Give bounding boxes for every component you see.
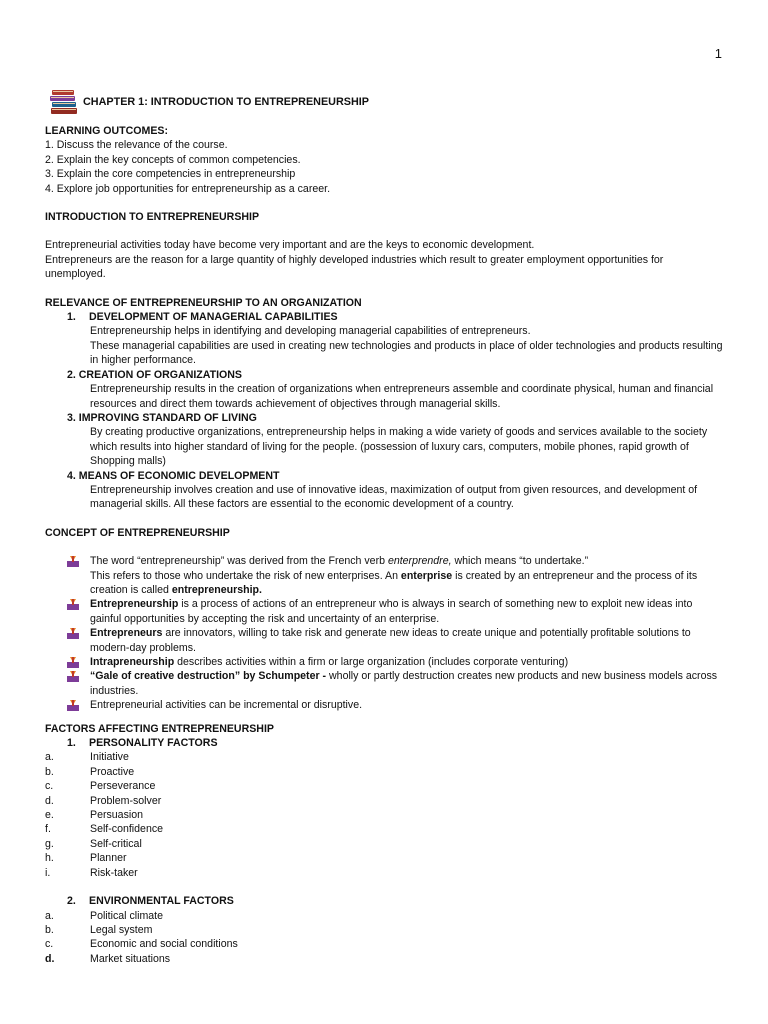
list-letter: b. (45, 765, 54, 778)
list-letter: e. (45, 809, 54, 822)
section-paragraph: Entrepreneurship helps in identifying and developing managerial capabilities of entrepreneurs. (90, 325, 531, 338)
list-letter: d. (45, 952, 55, 965)
books-icon (49, 88, 79, 116)
list-text: Self-confidence (90, 823, 164, 836)
section-title: 1. PERSONALITY FACTORS (67, 737, 218, 750)
list-letter: f. (45, 823, 51, 836)
list-item: Entrepreneurial activities can be incremental or disruptive. (45, 698, 725, 712)
arrow-bullet-icon (67, 556, 79, 567)
section-title: 2. ENVIRONMENTAL FACTORS (67, 895, 234, 908)
list-letter: a. (45, 751, 54, 764)
arrow-bullet-icon (67, 599, 79, 610)
section-paragraph: By creating productive organizations, entrepreneurship helps in making a wide variety of goods and services available to the society which results into higher standard of living for the people. (possession of luxury cars, computers, mobile phones, rapid growth of Shopping malls) (90, 426, 708, 468)
list-item (45, 822, 725, 836)
list-item: Entrepreneurs are innovators, willing to take risk and generate new ideas to create unique and potentially profitable solutions to modern-day problems. (45, 626, 725, 655)
list-letter: b. (45, 923, 54, 936)
list-item (45, 909, 725, 923)
list-item (45, 837, 725, 851)
list-item (45, 952, 725, 966)
list-letter: a. (45, 909, 54, 922)
arrow-bullet-icon (67, 657, 79, 668)
section-paragraph: Entrepreneurship results in the creation of organizations when entrepreneurs assemble and coordinate physical, human and financial resources and direct them towards achievement of objectives through managerial skills. (90, 383, 714, 410)
learning-outcomes-heading: LEARNING OUTCOMES: (45, 125, 169, 137)
list-text: Perseverance (90, 780, 156, 793)
section-title: 4. MEANS OF ECONOMIC DEVELOPMENT (67, 469, 280, 482)
list-item: “Gale of creative destruction” by Schumpeter - wholly or partly destruction creates new products and new business models across industries. (45, 669, 725, 698)
list-item: Entrepreneurship is a process of actions of an entrepreneur who is always in search of something new to exploit new ideas into gainful opportunities by accepting the risk and uncertainty of an enterprise. (45, 597, 725, 626)
list-item (45, 794, 725, 808)
list-item (45, 779, 725, 793)
list-item: 3. Explain the core competencies in entrepreneurship (45, 168, 296, 181)
page-number: 1 (714, 46, 722, 61)
section-title: 3. IMPROVING STANDARD OF LIVING (67, 411, 257, 424)
arrow-bullet-icon (67, 671, 79, 682)
chapter-heading (49, 88, 725, 116)
intro-paragraph: Entrepreneurial activities today have become very important and are the keys to economic development. (45, 239, 535, 252)
list-item (45, 765, 725, 779)
section-paragraph: Entrepreneurship involves creation and use of innovative ideas, maximization of output from given resources, and development of managerial skills. All these factors are essential to the economic development of a country. (90, 483, 698, 511)
section-title (45, 310, 725, 324)
list-item (45, 808, 725, 822)
list-text: Market situations (90, 952, 171, 965)
list-text: Initiative (90, 751, 129, 764)
personality-list (45, 750, 725, 880)
list-text: Legal system (90, 923, 153, 936)
arrow-bullet-icon (67, 628, 79, 639)
page-content (45, 88, 725, 966)
list-text: Persuasion (90, 809, 143, 822)
list-item: 2. Explain the key concepts of common competencies. (45, 153, 301, 166)
intro-heading: INTRODUCTION TO ENTREPRENEURSHIP (45, 211, 260, 224)
list-item (45, 866, 725, 880)
list-item (45, 750, 725, 764)
list-item (45, 937, 725, 951)
relevance-heading: RELEVANCE OF ENTREPRENEURSHIP TO AN ORGANIZATION (45, 296, 362, 309)
list-letter: c. (45, 780, 54, 793)
chapter-title: CHAPTER 1: INTRODUCTION TO ENTREPRENEURSHIP (83, 95, 369, 108)
list-letter: h. (45, 852, 54, 865)
list-text: Planner (90, 852, 127, 865)
concept-heading: CONCEPT OF ENTREPRENEURSHIP (45, 526, 230, 539)
intro-paragraph: Entrepreneurs are the reason for a large quantity of highly developed industries which result to greater employment opportunities for unemployed. (45, 253, 664, 281)
list-item (45, 851, 725, 865)
section-title-text: DEVELOPMENT OF MANAGERIAL CAPABILITIES (89, 311, 338, 324)
arrow-bullet-icon (67, 700, 79, 711)
list-item: 4. Explore job opportunities for entrepreneurship as a career. (45, 182, 331, 195)
list-text: Economic and social conditions (90, 938, 238, 951)
list-text: Proactive (90, 765, 135, 778)
environmental-list (45, 909, 725, 967)
list-item: 1. Discuss the relevance of the course. (45, 139, 228, 152)
factors-heading: FACTORS AFFECTING ENTREPRENEURSHIP (45, 722, 274, 735)
list-text: Problem-solver (90, 794, 162, 807)
list-item (45, 923, 725, 937)
list-letter: d. (45, 794, 54, 807)
section-title: 2. CREATION OF ORGANIZATIONS (67, 368, 242, 381)
section-number: 1. (67, 311, 76, 324)
list-text: Political climate (90, 909, 164, 922)
list-text: Risk-taker (90, 866, 138, 879)
list-item: Intrapreneurship describes activities within a firm or large organization (includes corporate venturing) (45, 655, 725, 669)
list-letter: g. (45, 837, 54, 850)
list-letter: c. (45, 938, 54, 951)
list-item: The word “entrepreneurship” was derived from the French verb enterprendre, which means “to undertake.” This refers to those who undertake the risk of new enterprises. An enterprise is created by an entrepreneur and the process of its creation is called entrepreneurship. (45, 554, 725, 597)
list-letter: i. (45, 866, 51, 879)
section-paragraph: These managerial capabilities are used in creating new technologies and products in place of older technologies and products resulting in higher performance. (90, 339, 723, 367)
list-text: Self-critical (90, 837, 142, 850)
